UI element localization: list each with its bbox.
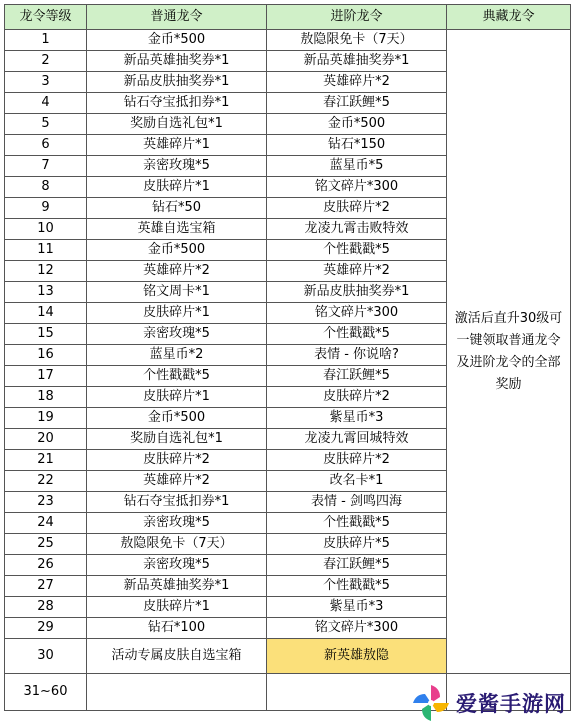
- cell-advanced-reward: 英雄碎片*2: [267, 72, 447, 93]
- cell-advanced-reward: 铭文碎片*300: [267, 618, 447, 639]
- cell-level: 29: [5, 618, 87, 639]
- cell-advanced-reward: 皮肤碎片*5: [267, 534, 447, 555]
- cell-level: 8: [5, 177, 87, 198]
- header-level: 龙令等级: [5, 5, 87, 30]
- cell-normal-reward: 金币*500: [87, 408, 267, 429]
- cell-level: 25: [5, 534, 87, 555]
- header-advanced: 进阶龙令: [267, 5, 447, 30]
- cell-level: 20: [5, 429, 87, 450]
- cell-advanced-reward: 春江跃鲤*5: [267, 93, 447, 114]
- cell-normal-reward: 奖励自选礼包*1: [87, 114, 267, 135]
- cell-level: 5: [5, 114, 87, 135]
- cell-advanced-reward: 个性戳戳*5: [267, 576, 447, 597]
- cell-level: 31~60: [5, 674, 87, 711]
- cell-advanced-reward: 表情 - 你说啥?: [267, 345, 447, 366]
- cell-normal-reward: 新品皮肤抽奖券*1: [87, 72, 267, 93]
- cell-level: 2: [5, 51, 87, 72]
- cell-advanced-reward: 紫星币*3: [267, 408, 447, 429]
- cell-normal-reward: 亲密玫瑰*5: [87, 555, 267, 576]
- cell-level: 12: [5, 261, 87, 282]
- cell-advanced-reward: 龙凌九霄回城特效: [267, 429, 447, 450]
- cell-advanced-reward: 新品英雄抽奖券*1: [267, 51, 447, 72]
- cell-level: 17: [5, 366, 87, 387]
- cell-normal-reward: 钻石夺宝抵扣券*1: [87, 492, 267, 513]
- cell-level: 24: [5, 513, 87, 534]
- cell-level: 19: [5, 408, 87, 429]
- cell-advanced-reward: 春江跃鲤*5: [267, 366, 447, 387]
- header-collection: 典藏龙令: [447, 5, 571, 30]
- cell-level: 9: [5, 198, 87, 219]
- watermark-text: 爱酱手游网: [456, 692, 566, 716]
- watermark: [410, 682, 566, 724]
- cell-level: 18: [5, 387, 87, 408]
- cell-advanced-reward: 铭文碎片*300: [267, 303, 447, 324]
- cell-normal-reward: 金币*500: [87, 240, 267, 261]
- cell-normal-reward: 英雄碎片*1: [87, 135, 267, 156]
- cell-level: 23: [5, 492, 87, 513]
- cell-level: 13: [5, 282, 87, 303]
- collection-reward-cell: 激活后直升30级可一键领取普通龙令及进阶龙令的全部奖励: [447, 30, 571, 674]
- cell-normal-reward: 蓝星币*2: [87, 345, 267, 366]
- cell-advanced-reward: 钻石*150: [267, 135, 447, 156]
- cell-advanced-reward: 新品皮肤抽奖券*1: [267, 282, 447, 303]
- cell-level: 14: [5, 303, 87, 324]
- cell-advanced-reward: 新英雄敖隐: [267, 639, 447, 674]
- cell-advanced-reward: 皮肤碎片*2: [267, 387, 447, 408]
- cell-advanced-reward: 蓝星币*5: [267, 156, 447, 177]
- cell-level: 11: [5, 240, 87, 261]
- header-normal: 普通龙令: [87, 5, 267, 30]
- cell-advanced-reward: 表情 - 剑鸣四海: [267, 492, 447, 513]
- reward-table: [4, 4, 571, 711]
- cell-normal-reward: 亲密玫瑰*5: [87, 324, 267, 345]
- cell-level: 21: [5, 450, 87, 471]
- cell-level: 26: [5, 555, 87, 576]
- cell-normal-reward: 钻石夺宝抵扣券*1: [87, 93, 267, 114]
- cell-normal-reward: 个性戳戳*5: [87, 366, 267, 387]
- cell-advanced-reward: 皮肤碎片*2: [267, 198, 447, 219]
- cell-normal-reward: 皮肤碎片*1: [87, 177, 267, 198]
- cell-normal-reward: 英雄碎片*2: [87, 471, 267, 492]
- cell-advanced-reward: 敖隐限免卡（7天）: [267, 30, 447, 51]
- cell-normal-reward: 皮肤碎片*2: [87, 450, 267, 471]
- cell-advanced-reward: 龙凌九霄击败特效: [267, 219, 447, 240]
- cell-level: 27: [5, 576, 87, 597]
- cell-advanced-reward: 个性戳戳*5: [267, 240, 447, 261]
- cell-normal-reward: 新品英雄抽奖券*1: [87, 51, 267, 72]
- cell-normal-reward: 皮肤碎片*1: [87, 303, 267, 324]
- cell-normal-reward: 钻石*50: [87, 198, 267, 219]
- table-row: [5, 30, 571, 51]
- cell-empty: [87, 674, 267, 711]
- cell-advanced-reward: 春江跃鲤*5: [267, 555, 447, 576]
- cell-normal-reward: 皮肤碎片*1: [87, 597, 267, 618]
- cell-level: 6: [5, 135, 87, 156]
- cell-level: 7: [5, 156, 87, 177]
- cell-advanced-reward: 铭文碎片*300: [267, 177, 447, 198]
- cell-normal-reward: 皮肤碎片*1: [87, 387, 267, 408]
- cell-normal-reward: 奖励自选礼包*1: [87, 429, 267, 450]
- cell-advanced-reward: 英雄碎片*2: [267, 261, 447, 282]
- cell-level: 1: [5, 30, 87, 51]
- cell-normal-reward: 英雄自选宝箱: [87, 219, 267, 240]
- cell-level: 22: [5, 471, 87, 492]
- cell-advanced-reward: 个性戳戳*5: [267, 324, 447, 345]
- cell-normal-reward: 钻石*100: [87, 618, 267, 639]
- cell-normal-reward: 新品英雄抽奖券*1: [87, 576, 267, 597]
- cell-level: 30: [5, 639, 87, 674]
- cell-level: 28: [5, 597, 87, 618]
- cell-level: 3: [5, 72, 87, 93]
- cell-normal-reward: 敖隐限免卡（7天）: [87, 534, 267, 555]
- cell-level: 15: [5, 324, 87, 345]
- cell-normal-reward: 英雄碎片*2: [87, 261, 267, 282]
- cell-level: 16: [5, 345, 87, 366]
- cell-advanced-reward: 紫星币*3: [267, 597, 447, 618]
- pinwheel-logo-icon: [410, 682, 452, 724]
- cell-normal-reward: 亲密玫瑰*5: [87, 156, 267, 177]
- cell-advanced-reward: 个性戳戳*5: [267, 513, 447, 534]
- cell-advanced-reward: 改名卡*1: [267, 471, 447, 492]
- cell-advanced-reward: 皮肤碎片*2: [267, 450, 447, 471]
- cell-normal-reward: 活动专属皮肤自选宝箱: [87, 639, 267, 674]
- cell-level: 4: [5, 93, 87, 114]
- cell-normal-reward: 亲密玫瑰*5: [87, 513, 267, 534]
- cell-advanced-reward: 金币*500: [267, 114, 447, 135]
- cell-level: 10: [5, 219, 87, 240]
- cell-normal-reward: 铭文周卡*1: [87, 282, 267, 303]
- cell-normal-reward: 金币*500: [87, 30, 267, 51]
- header-row: [5, 5, 571, 30]
